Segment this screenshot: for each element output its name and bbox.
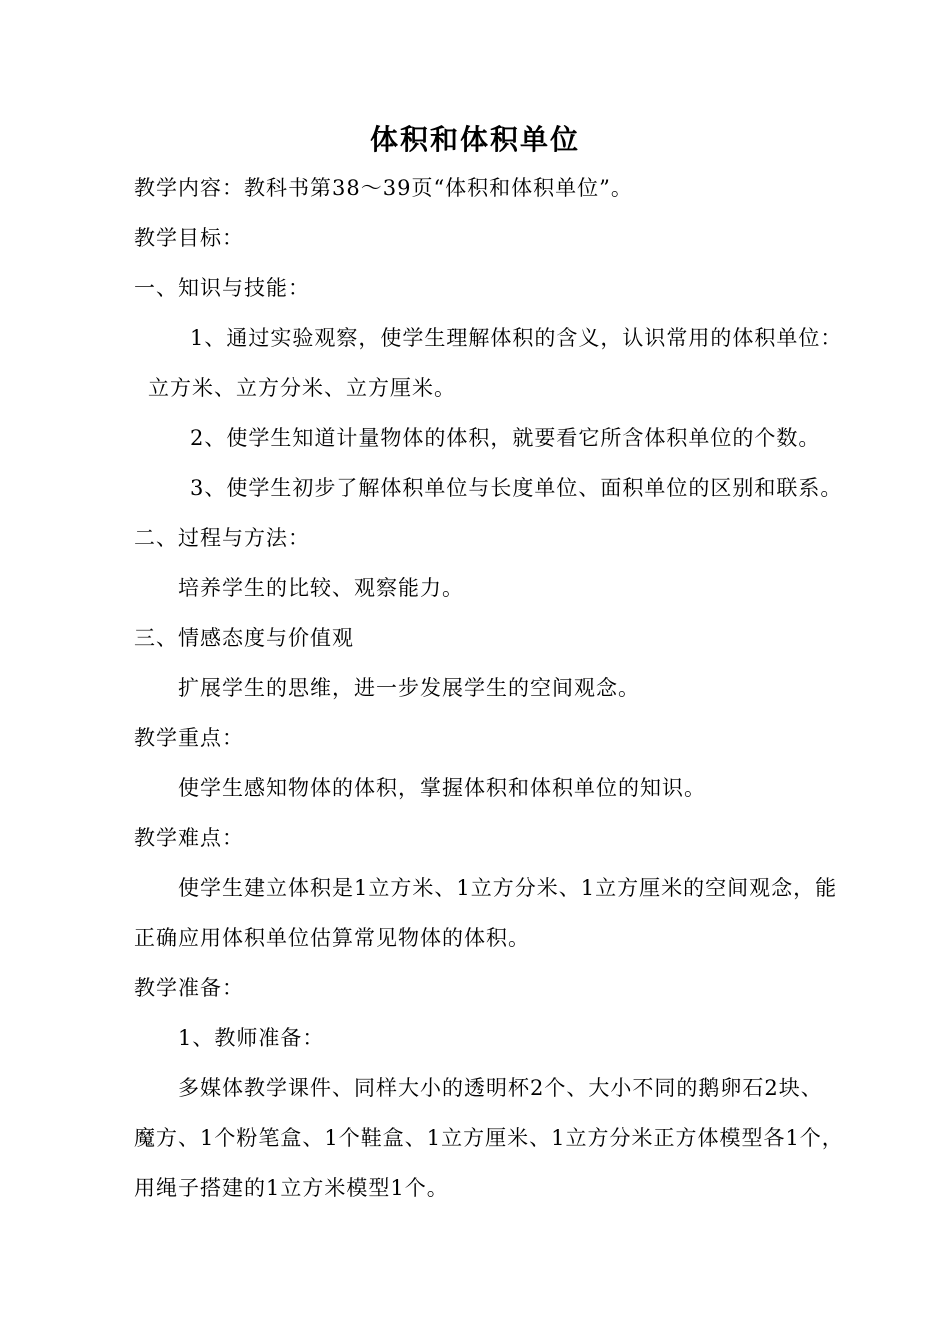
key-points-text: 使学生感知物体的体积，掌握体积和体积单位的知识。 [178,776,706,800]
goal-item-3: 3、使学生初步了解体积单位与长度单位、面积单位的区别和联系。 [190,476,843,500]
materials-line-1: 多媒体教学课件、同样大小的透明杯2个、大小不同的鹅卵石2块、 [178,1076,823,1100]
goal-item-1-line-1: 1、通过实验观察，使学生理解体积的含义，认识常用的体积单位： [190,326,843,350]
section-two-heading: 二、过程与方法： [134,526,310,550]
teaching-goals-heading: 教学目标： [134,226,244,250]
goal-item-1-line-2: 立方米、立方分米、立方厘米。 [148,376,456,400]
document-title: 体积和体积单位 [369,123,580,156]
difficulties-text-line-1: 使学生建立体积是1立方米、1立方分米、1立方厘米的空间观念，能 [178,876,838,900]
section-two-text: 培养学生的比较、观察能力。 [178,576,464,600]
section-three-text: 扩展学生的思维，进一步发展学生的空间观念。 [178,676,640,700]
teacher-preparation-heading: 1、教师准备： [178,1026,325,1050]
preparation-heading: 教学准备： [134,976,244,1000]
goal-item-2: 2、使学生知道计量物体的体积，就要看它所含体积单位的个数。 [190,426,821,450]
materials-line-2: 魔方、1个粉笔盒、1个鞋盒、1立方厘米、1立方分米正方体模型各1个， [134,1126,844,1150]
section-three-heading: 三、情感态度与价值观 [134,626,354,650]
key-points-heading: 教学重点： [134,726,244,750]
teaching-content-line: 教学内容：教科书第38～39页“体积和体积单位”。 [134,176,633,200]
difficulties-heading: 教学难点： [134,826,244,850]
difficulties-text-line-2: 正确应用体积单位估算常见物体的体积。 [134,926,530,950]
section-one-heading: 一、知识与技能： [134,276,310,300]
materials-line-3: 用绳子搭建的1立方米模型1个。 [134,1176,449,1200]
